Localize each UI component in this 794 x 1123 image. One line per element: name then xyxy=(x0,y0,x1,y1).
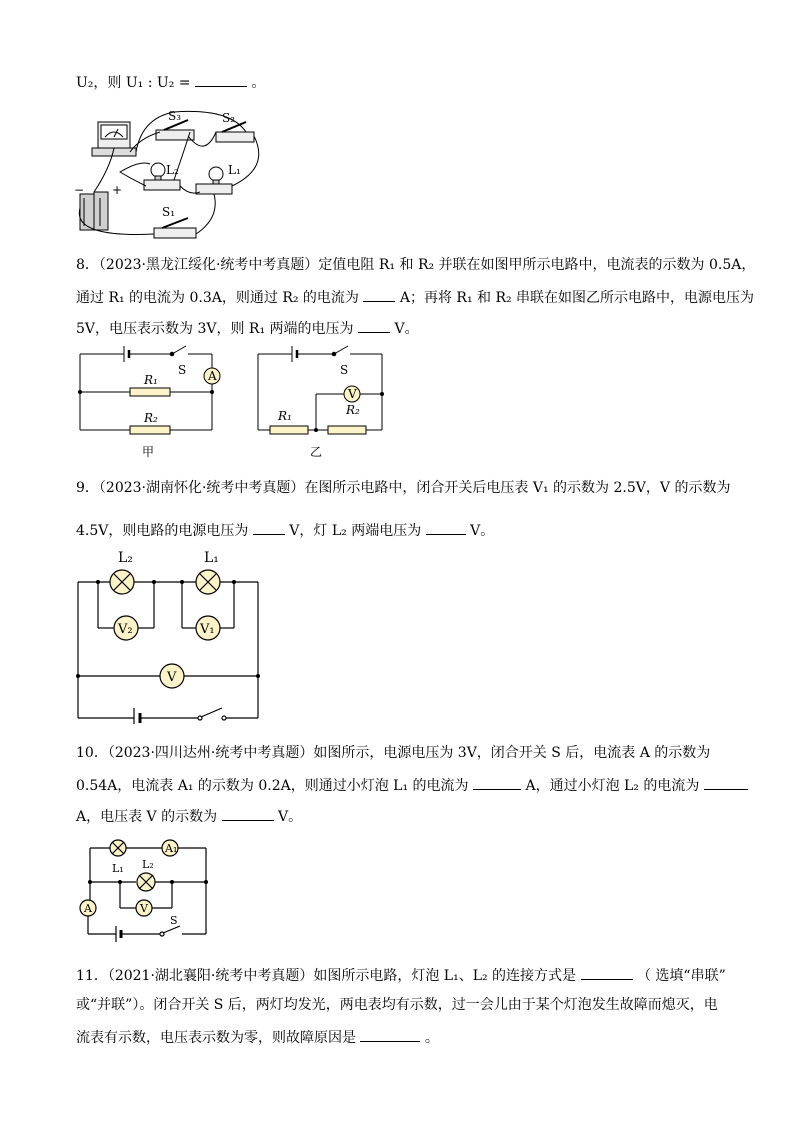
lamp-l2-device xyxy=(144,180,180,190)
answer-blank[interactable] xyxy=(195,72,247,87)
answer-blank[interactable] xyxy=(358,318,390,333)
a1-label: A₁ xyxy=(165,842,178,855)
answer-blank[interactable] xyxy=(473,775,521,790)
q9-text2a: 4.5V，则电路的电源电压为 xyxy=(76,523,249,539)
v1-label: V₁ xyxy=(200,622,215,637)
s3-label: S₃ xyxy=(168,109,182,123)
top-prefix: U₂，则 U₁ : U₂ = xyxy=(76,75,191,91)
q10-line3 xyxy=(76,806,302,826)
q11-text3b: 。 xyxy=(424,1030,439,1046)
v-label: V xyxy=(140,902,148,915)
q11-text3a: 流表有示数，电压表示数为零，则故障原因是 xyxy=(76,1030,356,1046)
q9-text2c: V。 xyxy=(470,523,495,539)
q11-line1 xyxy=(76,965,726,985)
q10-text3b: V。 xyxy=(278,809,303,825)
l2-label: L₂ xyxy=(142,858,154,871)
answer-blank[interactable] xyxy=(363,287,395,302)
figure-physical-circuit xyxy=(70,108,270,248)
q10-text2a: 0.54A，电流表 A₁ 的示数为 0.2A，则通过小灯泡 L₁ 的电流为 xyxy=(76,778,469,794)
caption-yi: 乙 xyxy=(310,445,323,459)
v2-label: V₂ xyxy=(118,622,133,637)
v-label: V xyxy=(167,670,177,685)
battery-device xyxy=(80,194,94,230)
top-line xyxy=(76,72,265,92)
switch-label: S xyxy=(340,363,349,377)
resistor-r2 xyxy=(328,426,366,434)
top-end: 。 xyxy=(251,75,266,91)
q10-line2 xyxy=(76,775,748,795)
q11-text2: 或“并联”）。闭合开关 S 后，两灯均发光，两电表均有示数，过一会儿由于某个灯泡发生故障而熄灭，电 xyxy=(76,997,718,1013)
q8-line2 xyxy=(76,287,754,307)
figure-q10-circuit xyxy=(76,838,212,944)
q10-text1: 10．（2023·四川达州·统考中考真题）如图所示，电源电压为 3V，闭合开关 S 后，电流表 A 的示数为 xyxy=(76,745,711,761)
figure-jia-circuit xyxy=(74,344,234,462)
q8-line3 xyxy=(76,318,419,338)
q11-text1a: 11．（2021·湖北襄阳·统考中考真题）如图所示电路，灯泡 L₁、L₂ 的连接方式是 xyxy=(76,968,577,984)
q11-text1b: （ 选填“串联” xyxy=(636,968,726,984)
answer-blank[interactable] xyxy=(704,775,748,790)
q11-line3 xyxy=(76,1027,439,1047)
l2-label: L₂ xyxy=(118,550,133,566)
q8-text3a: 5V，电压表示数为 3V，则 R₁ 两端的电压为 xyxy=(76,321,354,337)
answer-blank[interactable] xyxy=(222,806,274,821)
l1-label: L₁ xyxy=(112,862,124,875)
q9-text2b: V，灯 L₂ 两端电压为 xyxy=(289,523,422,539)
q10-text2b: A，通过小灯泡 L₂ 的电流为 xyxy=(525,778,700,794)
l1-label: L₁ xyxy=(204,550,219,566)
s1-label: S₁ xyxy=(162,205,176,219)
switch-s1-device xyxy=(154,228,196,238)
answer-blank[interactable] xyxy=(581,965,633,980)
answer-blank[interactable] xyxy=(426,520,466,535)
q8-text2a: 通过 R₁ 的电流为 0.3A，则通过 R₂ 的电流为 xyxy=(76,290,359,306)
ammeter-label: A xyxy=(208,369,217,383)
r1-label: R₁ xyxy=(144,373,158,387)
q8-text1: 8．（2023·黑龙江绥化·统考中考真题）定值电阻 R₁ 和 R₂ 并联在如图甲所示电路中，电流表的示数为 0.5A， xyxy=(76,257,756,273)
answer-blank[interactable] xyxy=(253,520,285,535)
resistor-r1 xyxy=(270,426,308,434)
figure-q9-circuit xyxy=(74,546,264,724)
switch-s-yi xyxy=(334,346,348,354)
l1-label: L₁ xyxy=(228,163,241,177)
s-label: S xyxy=(170,914,178,927)
resistor-r1 xyxy=(130,388,170,396)
r1-label: R₁ xyxy=(278,409,292,423)
q11-line2 xyxy=(76,996,718,1014)
l2-label: L₂ xyxy=(166,163,179,177)
q9-line2 xyxy=(76,520,494,540)
r2-label: R₂ xyxy=(346,403,360,417)
q9-line1 xyxy=(76,479,730,497)
q9-text1: 9．（2023·湖南怀化·统考中考真题）在图所示电路中，闭合开关后电压表 V₁ 的示数为 2.5V，V 的示数为 xyxy=(76,480,731,496)
q8-text3b: V。 xyxy=(394,321,419,337)
q8-text2b: A；再将 R₁ 和 R₂ 串联在如图乙所示电路中，电源电压为 xyxy=(399,290,755,306)
minus-label: − xyxy=(74,183,85,197)
r2-label: R₂ xyxy=(144,411,158,425)
voltmeter-label: V xyxy=(348,387,357,401)
figure-yi-circuit xyxy=(254,344,394,462)
answer-blank[interactable] xyxy=(360,1027,420,1042)
q10-text3a: A，电压表 V 的示数为 xyxy=(76,809,218,825)
caption-jia: 甲 xyxy=(142,445,155,459)
q10-line1 xyxy=(76,744,710,762)
resistor-r2 xyxy=(130,426,170,434)
switch-label: S xyxy=(178,363,187,377)
q8-line1 xyxy=(76,256,755,274)
switch-s-jia xyxy=(172,346,186,354)
a-label: A xyxy=(84,902,92,915)
s2-label: S₂ xyxy=(222,111,236,125)
plus-label: + xyxy=(112,183,123,197)
lamp-l1-device xyxy=(196,184,232,194)
switch-s2-device xyxy=(216,132,254,142)
